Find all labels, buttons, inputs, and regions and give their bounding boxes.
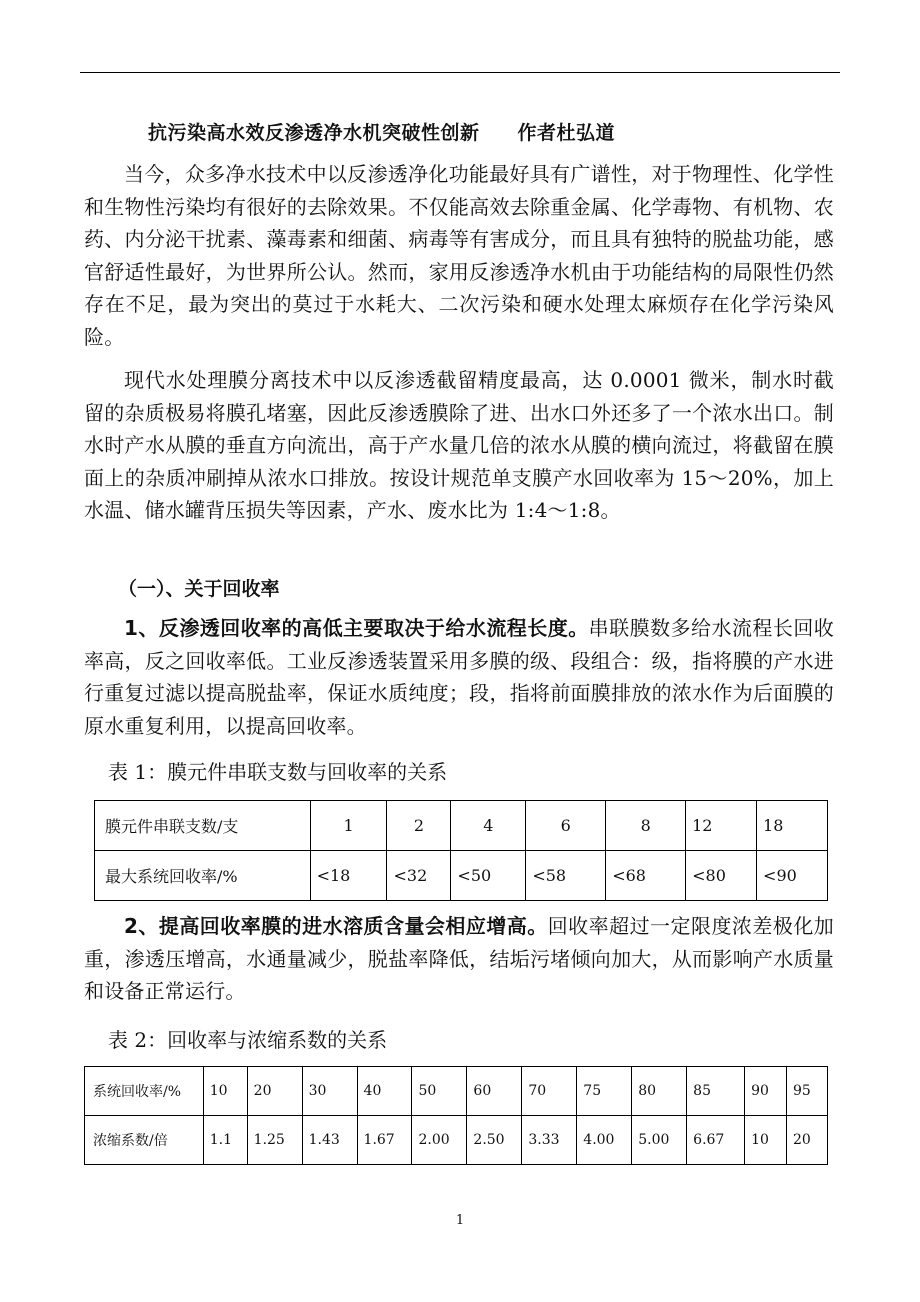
table-cell: 1.25 <box>247 1116 302 1165</box>
table-cell: 6 <box>526 801 606 851</box>
table-cell: <32 <box>387 851 451 901</box>
table-cell: 80 <box>632 1067 687 1116</box>
table-cell: 95 <box>787 1067 828 1116</box>
table-row <box>95 851 828 901</box>
paragraph-recovery-2-lead: 2、提高回收率膜的进水溶质含量会相应增高。 <box>124 914 548 938</box>
table-row-header: 浓缩系数/倍 <box>85 1116 204 1165</box>
table-cell: <50 <box>451 851 526 901</box>
table-row <box>85 1116 828 1165</box>
document-author: 作者杜弘道 <box>517 122 616 144</box>
table-cell: 1.1 <box>203 1116 247 1165</box>
table-cell: 1.43 <box>302 1116 357 1165</box>
table-cell: 90 <box>745 1067 787 1116</box>
table-cell: 18 <box>757 801 828 851</box>
table-cell: 30 <box>302 1067 357 1116</box>
paragraph-recovery-1-lead: 1、反渗透回收率的高低主要取决于给水流程长度。 <box>124 616 589 640</box>
table-cell: 1 <box>310 801 387 851</box>
paragraph-recovery-2-body: 回收率超过一定限度浓差极化加重，渗透压增高，水通量减少，脱盐率降低，结垢污堵倾向加大，从而影响产水质量和设备正常运行。 <box>84 914 834 1003</box>
table-row <box>95 801 828 851</box>
table-cell: <68 <box>606 851 686 901</box>
document-title: 抗污染高水效反渗透净水机突破性创新 <box>148 122 480 144</box>
document-title-line <box>148 118 615 145</box>
table-cell: 5.00 <box>632 1116 687 1165</box>
table-cell: 12 <box>686 801 757 851</box>
page-number: 1 <box>455 1213 465 1228</box>
table-cell: 70 <box>522 1067 577 1116</box>
paragraph-recovery-1-body: 串联膜数多给水流程长回收率高，反之回收率低。工业反渗透装置采用多膜的级、段组合：级，指将膜的产水进行重复过滤以提高脱盐率，保证水质纯度；段，指将前面膜排放的浓水作为后面膜的原水重复利用，以提高回收率。 <box>84 616 835 738</box>
table-cell: 10 <box>203 1067 247 1116</box>
table-cell: 2.50 <box>467 1116 522 1165</box>
table-cell: 3.33 <box>522 1116 577 1165</box>
table-cell: <18 <box>310 851 387 901</box>
table-cell: 20 <box>787 1116 828 1165</box>
paragraph-recovery-1 <box>84 612 834 742</box>
table-cell: 4.00 <box>577 1116 632 1165</box>
table-row-header: 系统回收率/% <box>85 1067 204 1116</box>
table-cell: 85 <box>687 1067 745 1116</box>
table2-caption: 表 2：回收率与浓缩系数的关系 <box>108 1028 388 1052</box>
paragraph-recovery-2 <box>84 910 834 1008</box>
table-cell: 60 <box>467 1067 522 1116</box>
table-cell: 75 <box>577 1067 632 1116</box>
table-cell: 40 <box>357 1067 412 1116</box>
table-cell: 6.67 <box>687 1116 745 1165</box>
table-cell: <90 <box>757 851 828 901</box>
paragraph-intro: 当今，众多净水技术中以反渗透净化功能最好具有广谱性，对于物理性、化学性和生物性污染均有很好的去除效果。不仅能高效去除重金属、化学毒物、有机物、农药、内分泌干扰素、藻毒素和细菌、病毒等有害成分，而且具有独特的脱盐功能，感官舒适性最好，为世界所公认。然而，家用反渗透净水机由于功能结构的局限性仍然存在不足，最为突出的莫过于水耗大、二次污染和硬水处理太麻烦存在化学污染风险。 <box>84 162 834 349</box>
table-recovery-concentration <box>84 1066 828 1165</box>
table-row-header: 膜元件串联支数/支 <box>95 801 311 851</box>
table-row-header: 最大系统回收率/% <box>95 851 311 901</box>
table-cell: 8 <box>606 801 686 851</box>
table-cell: 2 <box>387 801 451 851</box>
table-row <box>85 1067 828 1116</box>
table-cell: <58 <box>526 851 606 901</box>
table-cell: 4 <box>451 801 526 851</box>
table-cell: 20 <box>247 1067 302 1116</box>
header-rule <box>80 72 840 73</box>
table-cell: 2.00 <box>412 1116 467 1165</box>
table-membrane-recovery <box>94 800 828 901</box>
table-cell: 10 <box>745 1116 787 1165</box>
table-cell: 1.67 <box>357 1116 412 1165</box>
table-cell: 50 <box>412 1067 467 1116</box>
section-heading-recovery: （一）、关于回收率 <box>118 578 280 600</box>
table-cell: <80 <box>686 851 757 901</box>
table1-caption: 表 1：膜元件串联支数与回收率的关系 <box>108 760 448 784</box>
paragraph-membrane: 现代水处理膜分离技术中以反渗透截留精度最高，达 0.0001 微米，制水时截留的杂质极易将膜孔堵塞，因此反渗透膜除了进、出水口外还多了一个浓水出口。制水时产水从膜的垂直方向流出，高于产水量几倍的浓水从膜的横向流过，将截留在膜面上的杂质冲刷掉从浓水口排放。按设计规范单支膜产水回收率为 15～20%，加上水温、储水罐背压损失等因素，产水、废水比为 1:4～1:8。 <box>84 368 834 522</box>
